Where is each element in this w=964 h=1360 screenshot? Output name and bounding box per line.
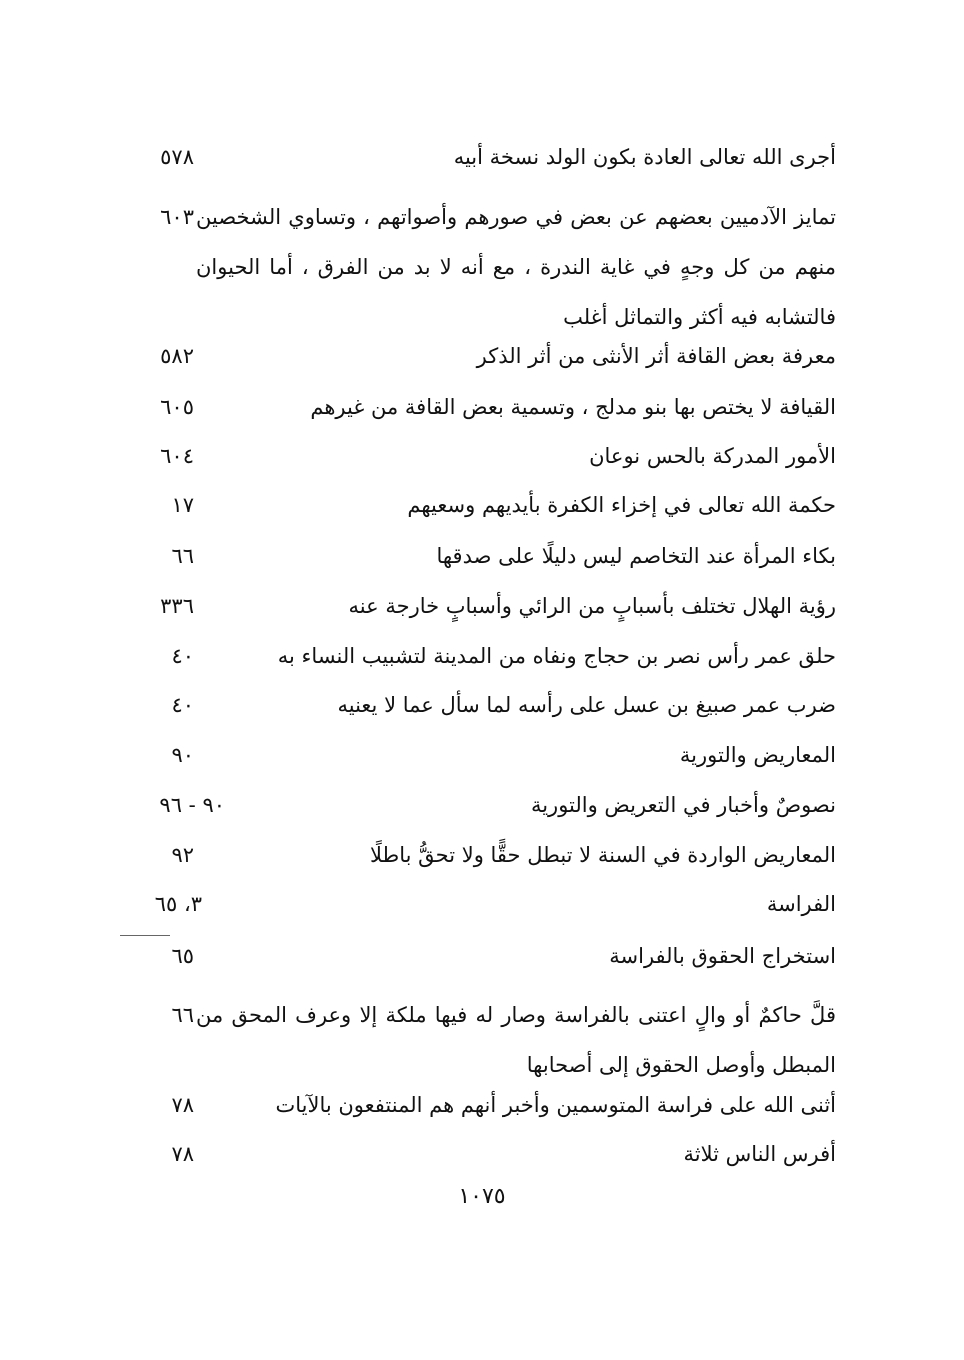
entry-text: ضرب عمر صبيغ بن عسل على رأسه لما سأل عما لا يعنيه: [337, 693, 836, 717]
entry-text: الأمور المدركة بالحس نوعان: [589, 444, 836, 468]
entry-page-ref: ٥٧٨: [160, 145, 194, 169]
entry-text: أفرس الناس ثلاثة: [683, 1142, 836, 1166]
entry-text: أجرى الله تعالى العادة بكون الولد نسخة أبيه: [453, 145, 836, 169]
entry-text: نصوصٌ وأخبار في التعريض والتورية: [530, 793, 836, 817]
page-number: ١٠٧٥: [458, 1184, 506, 1209]
divider: [120, 935, 170, 936]
entry-text: حلق عمر رأس نصر بن حجاج ونفاه من المدينة لتشبيب النساء به: [277, 644, 836, 668]
entry-page-ref: ٩٠: [171, 743, 194, 767]
entry-text: الفراسة: [766, 892, 836, 916]
entry-page-ref: ٦٦: [171, 1003, 194, 1027]
entry-page-ref: ٩٢: [171, 843, 194, 867]
entry-page-ref: ٣، ٦٥: [154, 892, 202, 916]
entry-page-ref: ٦٠٥: [160, 395, 194, 419]
entry-text: أثنى الله على فراسة المتوسمين وأخبر أنهم هم المنتفعون بالآيات: [275, 1093, 836, 1117]
entry-text: رؤية الهلال تختلف بأسبابٍ من الرائي وأسبابٍ خارجة عنه: [348, 594, 836, 618]
entry-page-ref: ٩٠ - ٩٦: [159, 793, 225, 817]
entry-page-ref: ٧٨: [171, 1142, 194, 1166]
entry-page-ref: ٧٨: [171, 1093, 194, 1117]
entry-text: القيافة لا يختص بها بنو مدلج ، وتسمية بعض القافة من غيرهم: [310, 395, 836, 419]
entry-text: بكاء المرأة عند التخاصم ليس دليلًا على صدقها: [436, 544, 836, 568]
entry-text: حكمة الله تعالى في إخزاء الكفرة بأيديهم وسعيهم: [407, 493, 836, 517]
entry-page-ref: ٥٨٢: [160, 344, 194, 368]
entry-page-ref: ٦٠٤: [160, 444, 194, 468]
entry-text: استخراج الحقوق بالفراسة: [609, 944, 836, 968]
entry-text: المعاريض والتورية: [679, 743, 836, 767]
entry-text: تمايز الآدميين بعضهم عن بعض في صورهم وأصواتهم ، وتساوي الشخصين منهم من كل وجهٍ في غاية الندرة ، مع أنه لا بد من الفرق ، أما الحيوان فالتشابه فيه أكثر والتماثل أغلب: [196, 205, 836, 329]
entry-text: قلَّ حاكمٌ أو والٍ اعتنى بالفراسة وصار له فيها ملكة إلا وعرف المحق من المبطل وأوصل الحقوق إلى أصحابها: [196, 1003, 836, 1077]
entry-page-ref: ٤٠: [171, 693, 194, 717]
entry-page-ref: ٦٠٣: [160, 205, 194, 229]
entry-page-ref: ١٧: [171, 493, 194, 517]
entry-page-ref: ٤٠: [171, 644, 194, 668]
entry-page-ref: ٣٣٦: [160, 594, 194, 618]
entry-text: معرفة بعض القافة أثر الأنثى من أثر الذكر: [476, 344, 836, 368]
entry-page-ref: ٦٥: [171, 944, 194, 968]
entry-page-ref: ٦٦: [171, 544, 194, 568]
entry-text: المعاريض الواردة في السنة لا تبطل حقًّا ولا تحقُّ باطلًا: [369, 843, 836, 867]
